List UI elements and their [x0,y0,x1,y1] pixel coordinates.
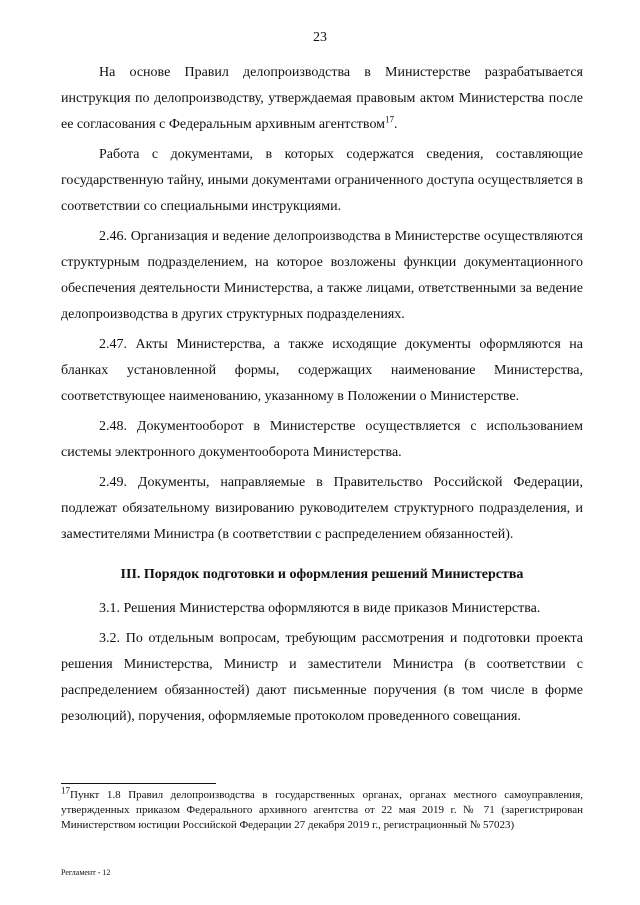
page-number: 23 [313,30,327,45]
footnote-ref: 17 [385,114,395,125]
paragraph-3-1: 3.1. Решения Министерства оформляются в виде приказов Министерства. [99,601,541,616]
document-body [61,60,583,734]
paragraph-2-46: 2.46. Организация и ведение делопроизводства в Министерстве осуществляются структурным подразделением, на которое возложены функции документационного обеспечения деятельности Министерства, а также лицами, ответственными за ведение делопроизводства в других структурных подразделениях. [61,229,583,322]
running-footer: Регламент - 12 [61,868,111,877]
footnote-text: Пункт 1.8 Правил делопроизводства в государственных органах, органах местного самоуправления, утвержденных приказом Федерального архивного агентства от 22 мая 2019 г. № 71 (зарегистрирован Министерством юстиции Российской Федерации 27 декабря 2019 г., регистрационный № 57023) [61,789,583,831]
footnote-divider [61,783,216,784]
paragraph-2-47: 2.47. Акты Министерства, а также исходящие документы оформляются на бланках установленной формы, содержащих наименование Министерства, соответствующее наименованию, указанному в Положении о Министерстве. [61,337,583,404]
paragraph-archive-instruction: На основе Правил делопроизводства в Министерстве разрабатывается инструкция по делопроизводству, утверждаемая правовым актом Министерства после ее согласования с Федеральным архивным агентством$^{17}$. [61,65,583,132]
footnote [61,785,583,833]
footnote-marker: 17 [61,785,70,796]
paragraph-2-48: 2.48. Документооборот в Министерстве осуществляется с использованием системы электронного документооборота Министерства. [61,419,583,460]
paragraph-2-49: 2.49. Документы, направляемые в Правительство Российской Федерации, подлежат обязательному визированию руководителем структурного подразделения, и заместителями Министра (в соответствии с распределением обязанностей). [61,475,583,542]
paragraph-secret-documents: Работа с документами, в которых содержатся сведения, составляющие государственную тайну, иными документами ограниченного доступа осуществляется в соответствии со специальными инструкциями. [61,147,583,214]
section-heading: III. Порядок подготовки и оформления решений Министерства [120,567,524,582]
paragraph-3-2: 3.2. По отдельным вопросам, требующим рассмотрения и подготовки проекта решения Министерства, Министр и заместители Министра (в соответствии с распределением обязанностей) дают письменные поручения (в том числе в форме резолюций), поручения, оформляемые протоколом проведенного совещания. [61,631,583,724]
